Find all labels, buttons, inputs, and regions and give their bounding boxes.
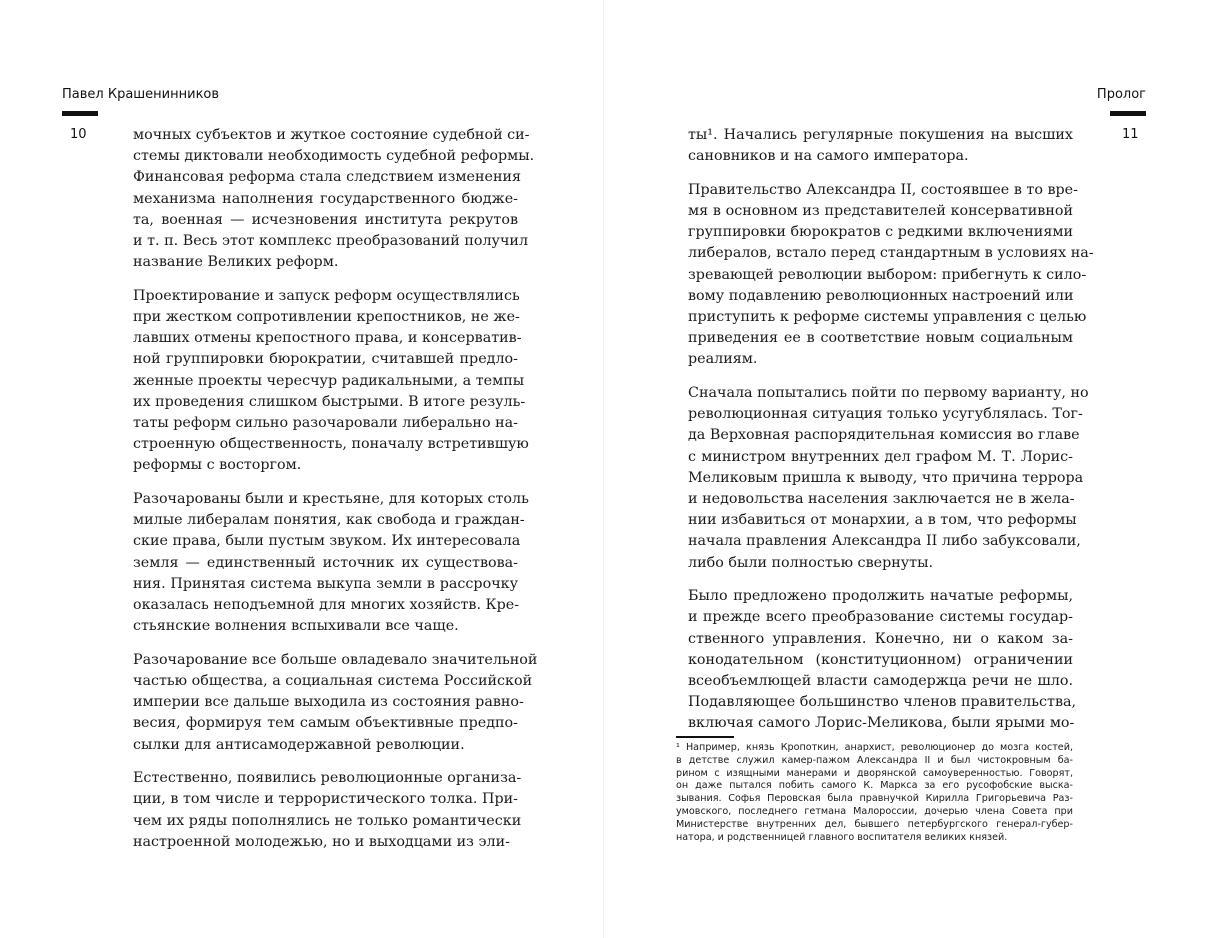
text-line: и т. п. Весь этот комплекс преобразований получил [133, 232, 529, 249]
page-number-left: 10 [70, 127, 87, 142]
paragraph [133, 650, 538, 756]
text-line: Министерстве внутренних дел, бывшего петербургского генерал-губер- [676, 818, 1073, 830]
paragraph [133, 125, 535, 273]
text-line: таты реформ сильно разочаровали либерально на- [133, 414, 518, 431]
text-line: натора, и родственницей главного воспитателя великих князей. [676, 831, 1008, 843]
text-line: Правительство Александра II, состоявшее в то вре- [688, 181, 1078, 198]
text-line: стьянские волнения вспыхивали все чаще. [133, 618, 459, 635]
text-line: реформы с восторгом. [133, 457, 302, 474]
text-line: реалиям. [688, 351, 758, 368]
text-line: мя в основном из представителей консервативной [688, 203, 1073, 220]
header-bar-left [62, 111, 98, 116]
page-number-right: 11 [1122, 127, 1139, 142]
text-line: умовского, последнего гетмана Малороссии, дочерью члена Совета при [676, 805, 1073, 817]
text-line: ственного управления. Конечно, ни о каком за- [688, 630, 1073, 647]
text-line: приведения ее в соответствие новым социальным [688, 330, 1073, 347]
text-line: рином с изящными манерами и дворянской самоуверенностью. Говорят, [676, 767, 1073, 779]
paragraph [133, 489, 529, 637]
text-line: ские права, были пустым звуком. Их интересовала [133, 533, 521, 550]
text-line: вому подавлению революционных настроений или [688, 287, 1074, 304]
text-line: Подавляющее большинство членов правительства, [688, 694, 1077, 711]
text-line: Естественно, появились революционные организа- [133, 770, 522, 787]
text-line: сылки для антисамодержавной революции. [133, 736, 465, 753]
text-line: земля — единственный источник их существова- [133, 554, 518, 571]
text-line: ной группировки бюрократии, считавшей предло- [133, 351, 518, 368]
text-line: либералов, встало перед стандартным в условиях на- [688, 245, 1094, 262]
text-line: с министром внутренних дел графом М. Т. Лорис- [688, 448, 1073, 465]
text-line: нии избавиться от монархии, а в том, что реформы [688, 512, 1077, 529]
text-line: мочных субъектов и жуткое состояние судебной си- [133, 127, 530, 143]
text-line: империи все дальше выходила из состояния равно- [133, 694, 524, 711]
text-line: зревающей революции выбором: прибегнуть к сило- [688, 266, 1087, 283]
running-head-author: Павел Крашенинников [62, 87, 220, 102]
text-line: и недовольства населения заключается не в жела- [688, 491, 1075, 507]
text-line: приступить к реформе системы управления с целью [688, 309, 1087, 325]
text-line: ния. Принятая система выкупа земли в рассрочку [133, 575, 518, 592]
text-line: Проектирование и запуск реформ осуществлялись [133, 287, 520, 304]
paragraph [688, 125, 1073, 167]
text-line: стемы диктовали необходимость судебной реформы. [133, 148, 535, 165]
left-page-body [133, 125, 538, 866]
text-line: он даже пытался побить самого К. Маркса за его русофобские выска- [676, 780, 1073, 792]
header-bar-right [1110, 111, 1146, 116]
text-line: либо были полностью свернуты. [688, 554, 934, 571]
right-page-body [688, 125, 1094, 747]
text-line: всеобъемлющей власти самодержца речи не шло. [688, 673, 1073, 689]
text-line: и прежде всего преобразование системы государ- [688, 609, 1073, 626]
text-line: строенную общественность, поначалу встретившую [133, 436, 529, 453]
text-line: милые либералам понятия, как свобода и граждан- [133, 512, 525, 529]
paragraph [688, 180, 1094, 371]
text-line: Было предложено продолжить начатые реформы, [688, 588, 1073, 605]
text-line: Финансовая реформа стала следствием изменения [133, 169, 522, 186]
text-line: революционная ситуация только усугублялась. Тог- [688, 406, 1083, 423]
text-line: ¹ Например, князь Кропоткин, анархист, революционер до мозга костей, [676, 742, 1073, 753]
text-line: при жестком сопротивлении крепостников, не же- [133, 309, 520, 325]
text-line: да Верховная распорядительная комиссия во главе [688, 427, 1080, 444]
text-line: та, военная — исчезновения института рекрутов [133, 211, 518, 228]
paragraph [688, 586, 1077, 734]
text-line: чем их ряды пополнялись не только романтически [133, 812, 522, 829]
text-line: ции, в том числе и террористического толка. При- [133, 791, 518, 808]
text-line: частью общества, а социальная система Российской [133, 673, 533, 689]
text-line: Разочарованы были и крестьяне, для которых столь [133, 491, 529, 507]
text-line: в детстве служил камер-пажом Александра II и был чистокровным ба- [676, 754, 1073, 766]
text-line: включая самого Лорис-Меликова, были ярыми мо- [688, 715, 1075, 732]
text-line: Сначала попытались пойти по первому варианту, но [688, 385, 1089, 402]
footnote-rule [676, 736, 734, 738]
text-line: начала правления Александра II либо забуксовали, [688, 533, 1081, 550]
text-line: весия, формируя тем самым объективные предпо- [133, 715, 518, 732]
running-head-chapter: Пролог [1096, 87, 1146, 102]
footnote [676, 742, 1073, 844]
text-line: сановников и на самого императора. [688, 148, 969, 165]
text-line: их проведения слишком быстрыми. В итоге резуль- [133, 393, 526, 410]
text-line: название Великих реформ. [133, 254, 339, 271]
text-line: женные проекты чересчур радикальными, а темпы [133, 372, 525, 389]
text-line: Разочарование все больше овладевало значительной [133, 651, 538, 668]
text-line: Меликовым пришла к выводу, что причина террора [688, 469, 1084, 486]
page-gutter [603, 0, 604, 938]
paragraph [133, 768, 522, 853]
text-line: группировки бюрократов с редкими включениями [688, 224, 1073, 241]
text-line: механизма наполнения государственного бюдже- [133, 190, 518, 207]
text-line: лавших отмены крепостного права, и консерватив- [133, 330, 522, 347]
text-line: конодательном (конституционном) ограничении [688, 651, 1073, 668]
text-line: ты¹. Начались регулярные покушения на высших [688, 127, 1073, 143]
paragraph [688, 383, 1089, 574]
text-line: оказалась неподъемной для многих хозяйств. Кре- [133, 596, 520, 613]
text-line: зывания. Софья Перовская была правнучкой Кирилла Григорьевича Раз- [676, 793, 1073, 805]
paragraph [133, 286, 529, 477]
text-line: настроенной молодежью, но и выходцами из эли- [133, 833, 510, 850]
